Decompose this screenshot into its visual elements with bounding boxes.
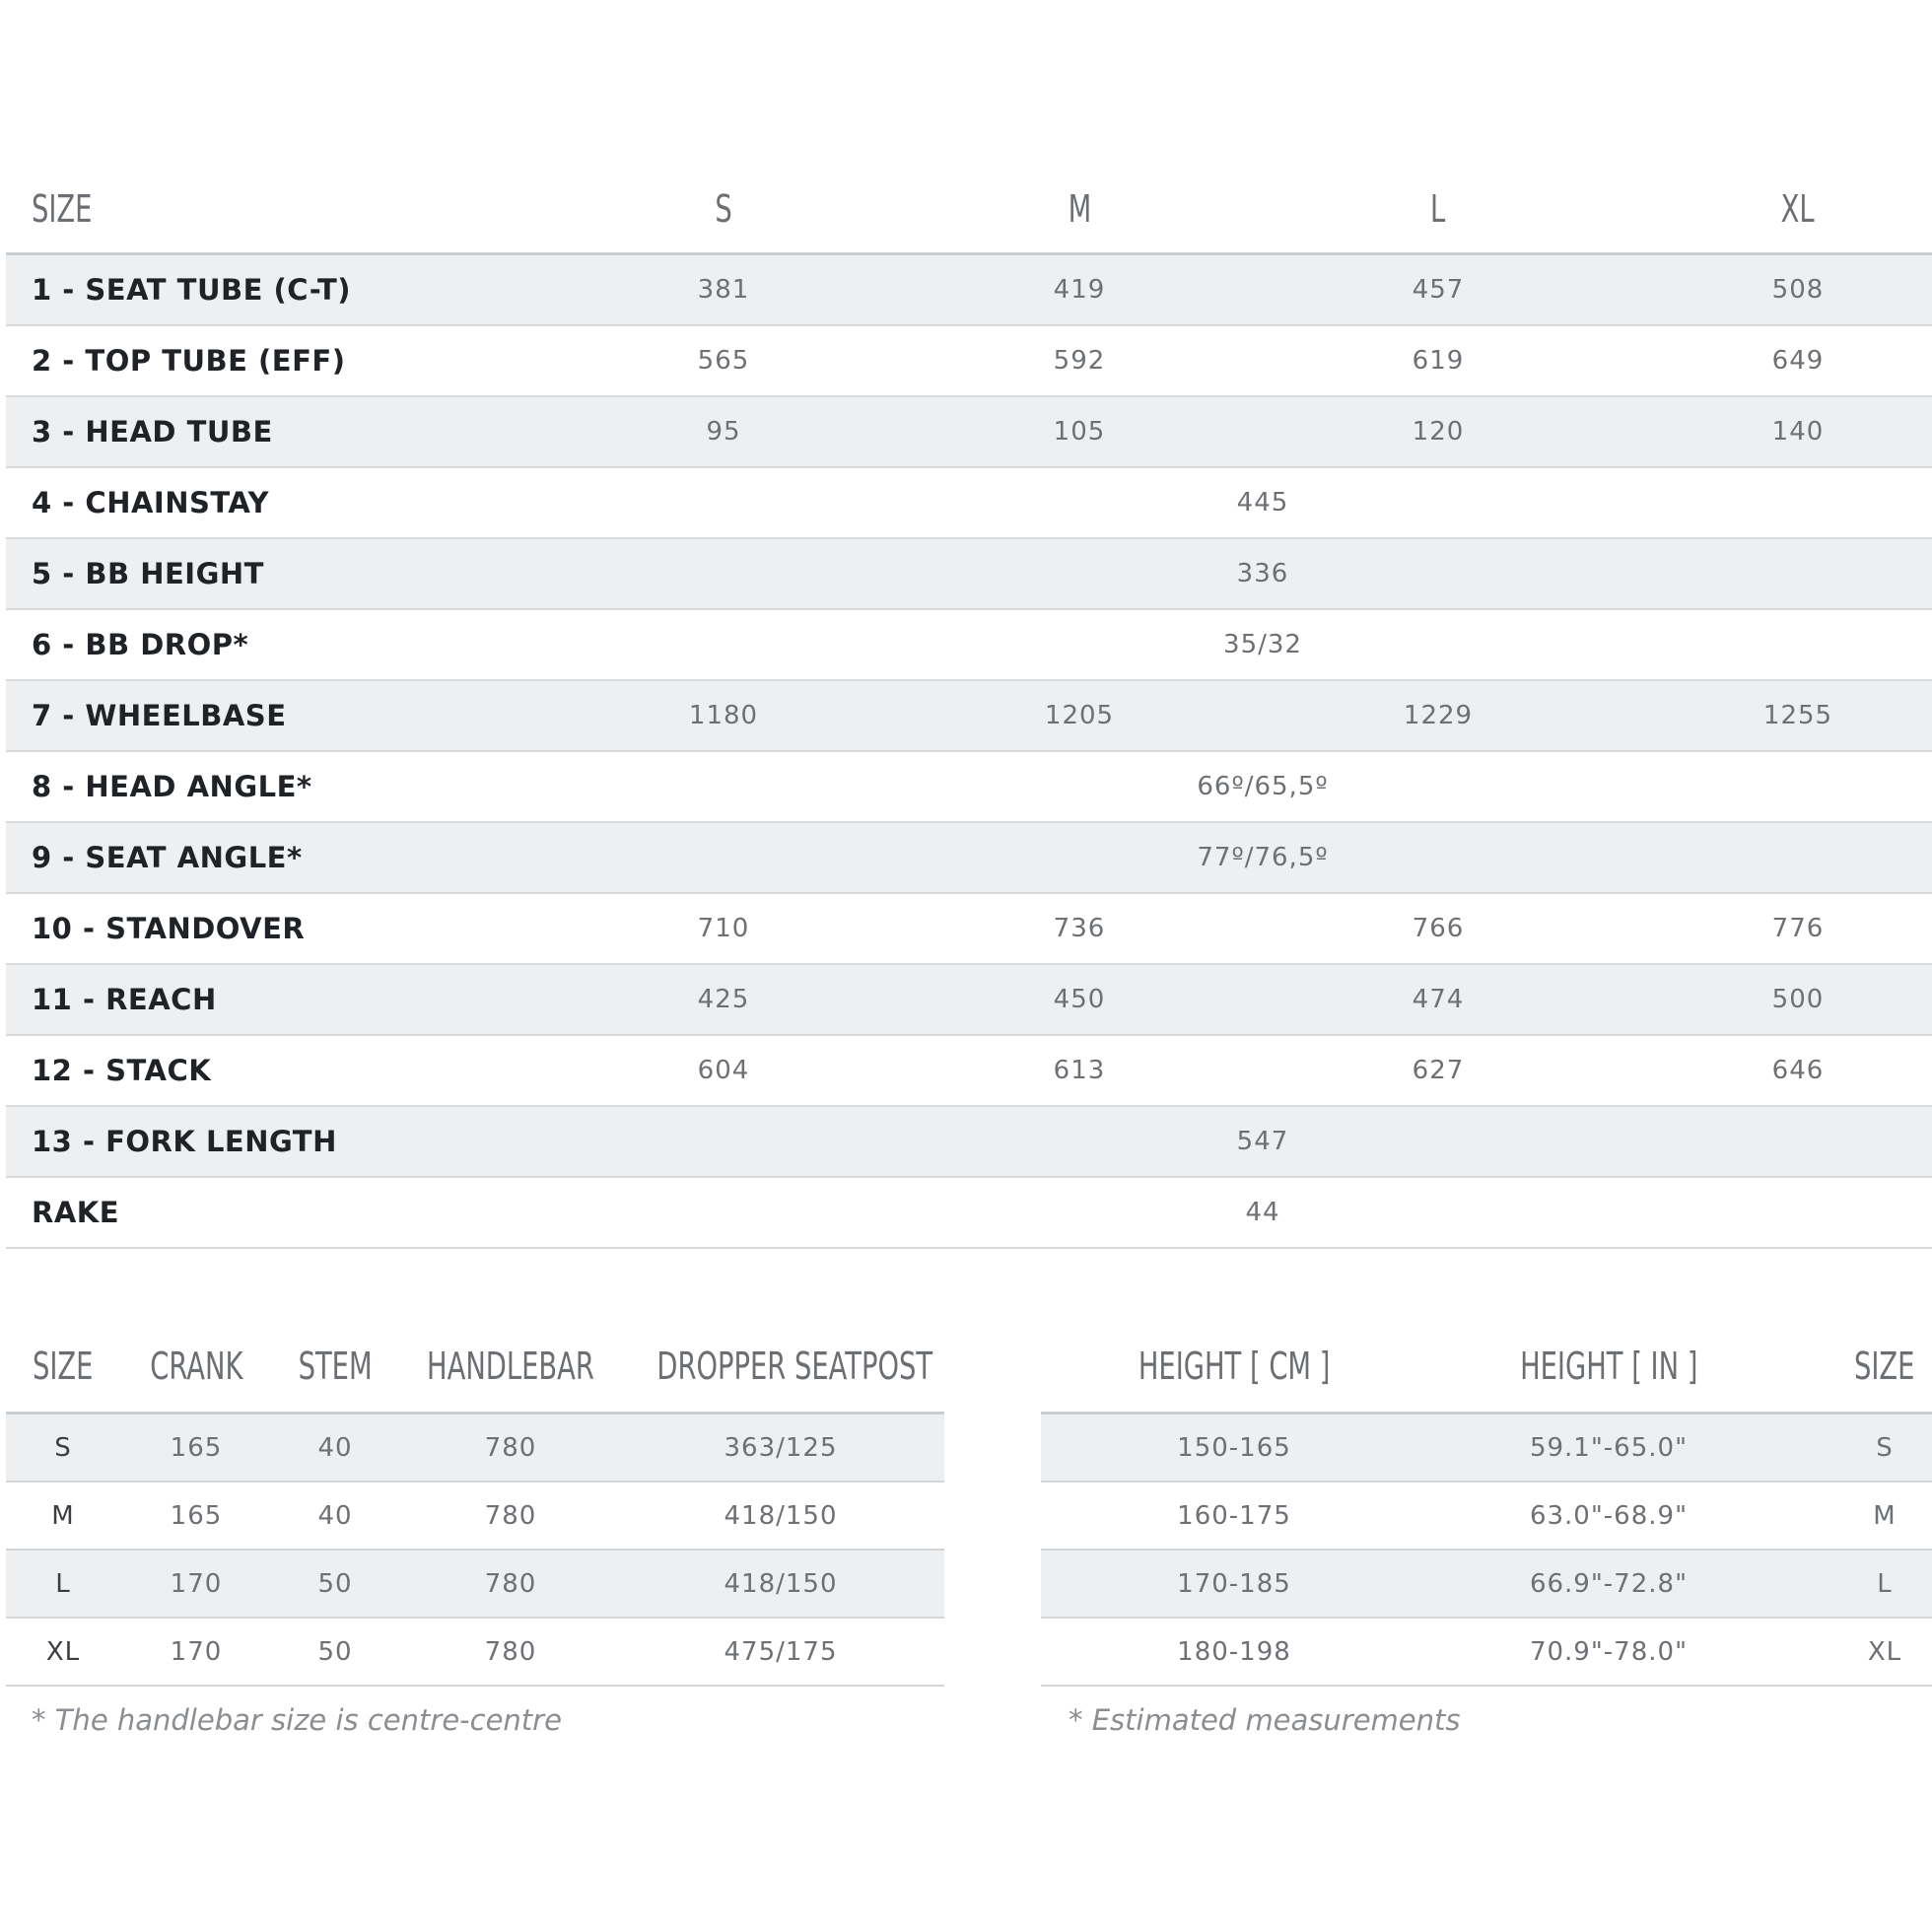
row-label: 8 - HEAD ANGLE*: [32, 770, 312, 803]
components-cell: 780: [484, 1637, 537, 1667]
fit-cell: M: [1873, 1501, 1897, 1531]
geometry-row: [6, 326, 1932, 397]
components-cell: 50: [317, 1637, 353, 1667]
row-value-all-sizes: 336: [1236, 559, 1289, 588]
comp-header-handlebar: HANDLEBAR: [427, 1345, 594, 1388]
fit-cell: 160-175: [1177, 1501, 1291, 1531]
components-cell: 170: [170, 1569, 223, 1599]
row-value: 604: [697, 1056, 750, 1085]
components-cell: M: [51, 1501, 75, 1531]
components-cell: 780: [484, 1569, 537, 1599]
row-value: 619: [1412, 346, 1465, 376]
row-value: 627: [1412, 1056, 1465, 1085]
row-value: 592: [1053, 346, 1106, 376]
col-header-s: S: [715, 187, 732, 231]
row-value-all-sizes: 445: [1236, 488, 1289, 518]
fit-header-cm: HEIGHT [ CM ]: [1138, 1345, 1331, 1388]
geometry-row: [6, 752, 1932, 823]
row-value: 474: [1412, 985, 1465, 1014]
row-value: 508: [1771, 275, 1825, 305]
components-cell: XL: [45, 1637, 81, 1667]
row-value: 1205: [1044, 701, 1115, 730]
fit-header-in: HEIGHT [ IN ]: [1519, 1345, 1698, 1388]
row-value: 457: [1412, 275, 1465, 305]
components-cell: 780: [484, 1501, 537, 1531]
row-value: 450: [1053, 985, 1106, 1014]
row-label: 12 - STACK: [32, 1054, 212, 1087]
row-value: 1255: [1762, 701, 1833, 730]
row-value: 766: [1412, 914, 1465, 943]
row-label: 1 - SEAT TUBE (C-T): [32, 273, 352, 307]
components-table: [6, 1341, 944, 1687]
row-value: 1229: [1403, 701, 1474, 730]
row-value: 613: [1053, 1056, 1106, 1085]
fit-cell: 170-185: [1177, 1569, 1291, 1599]
geometry-row: [6, 610, 1932, 681]
row-value: 419: [1053, 275, 1106, 305]
geometry-row: [6, 1036, 1932, 1107]
row-value: 565: [697, 346, 750, 376]
components-row: [6, 1483, 944, 1551]
fit-cell: 59.1"-65.0": [1529, 1433, 1689, 1463]
col-header-m: M: [1068, 187, 1091, 231]
geometry-row: [6, 255, 1932, 326]
row-value: 140: [1771, 417, 1825, 447]
geometry-row: [6, 1178, 1932, 1249]
components-row: [6, 1414, 944, 1483]
geometry-row: [6, 397, 1932, 468]
components-cell: 418/150: [724, 1569, 838, 1599]
fit-header-size: SIZE: [1854, 1345, 1915, 1388]
comp-header-dropper: DROPPER SEATPOST: [656, 1345, 933, 1388]
fit-row: [1041, 1551, 1932, 1619]
row-value: 120: [1412, 417, 1465, 447]
row-value: 95: [706, 417, 741, 447]
row-label: 13 - FORK LENGTH: [32, 1125, 337, 1158]
geometry-row: [6, 965, 1932, 1036]
comp-header-stem: STEM: [298, 1345, 373, 1388]
components-cell: 165: [170, 1433, 223, 1463]
geometry-row: [6, 894, 1932, 965]
row-value: 500: [1771, 985, 1825, 1014]
geometry-row: [6, 681, 1932, 752]
row-value: 649: [1771, 346, 1825, 376]
components-cell: 40: [317, 1501, 353, 1531]
comp-header-crank: CRANK: [149, 1345, 243, 1388]
row-label: 7 - WHEELBASE: [32, 699, 287, 732]
geometry-table: [6, 177, 1932, 1249]
components-cell: L: [55, 1569, 71, 1599]
fit-cell: 70.9"-78.0": [1529, 1637, 1689, 1667]
estimate-note: * Estimated measurements: [1069, 1703, 1461, 1737]
components-cell: 50: [317, 1569, 353, 1599]
components-cell: 40: [317, 1433, 353, 1463]
fit-cell: 180-198: [1177, 1637, 1291, 1667]
row-label: 3 - HEAD TUBE: [32, 415, 273, 448]
row-label: 11 - REACH: [32, 983, 217, 1016]
row-value: 381: [697, 275, 750, 305]
components-cell: 780: [484, 1433, 537, 1463]
fit-cell: S: [1876, 1433, 1894, 1463]
row-label: 4 - CHAINSTAY: [32, 486, 270, 519]
row-value: 736: [1053, 914, 1106, 943]
components-row: [6, 1619, 944, 1687]
row-label: 2 - TOP TUBE (EFF): [32, 344, 346, 378]
comp-header-size: SIZE: [33, 1345, 94, 1388]
row-label: 6 - BB DROP*: [32, 628, 249, 661]
components-cell: 170: [170, 1637, 223, 1667]
row-value: 710: [697, 914, 750, 943]
fit-cell: 66.9"-72.8": [1529, 1569, 1689, 1599]
fit-row: [1041, 1619, 1932, 1687]
row-value-all-sizes: 35/32: [1223, 630, 1302, 659]
fit-row: [1041, 1414, 1932, 1483]
row-label: 10 - STANDOVER: [32, 912, 306, 945]
components-cell: 475/175: [724, 1637, 838, 1667]
size-header: SIZE: [32, 187, 93, 231]
row-value: 1180: [688, 701, 759, 730]
handlebar-note: * The handlebar size is centre-centre: [32, 1703, 562, 1737]
row-value-all-sizes: 66º/65,5º: [1197, 772, 1329, 801]
components-header: [6, 1341, 944, 1414]
row-label: RAKE: [32, 1196, 120, 1229]
components-cell: 165: [170, 1501, 223, 1531]
row-value-all-sizes: 77º/76,5º: [1197, 843, 1329, 872]
row-value: 105: [1053, 417, 1106, 447]
row-value: 776: [1771, 914, 1825, 943]
components-cell: 363/125: [724, 1433, 838, 1463]
components-row: [6, 1551, 944, 1619]
row-label: 5 - BB HEIGHT: [32, 557, 264, 590]
fit-row: [1041, 1483, 1932, 1551]
fit-cell: 150-165: [1177, 1433, 1291, 1463]
fit-header: [1041, 1341, 1932, 1414]
geometry-row: [6, 1107, 1932, 1178]
fit-cell: L: [1877, 1569, 1893, 1599]
row-label: 9 - SEAT ANGLE*: [32, 841, 303, 874]
geometry-row: [6, 823, 1932, 894]
geometry-row: [6, 539, 1932, 610]
row-value: 646: [1771, 1056, 1825, 1085]
row-value-all-sizes: 44: [1245, 1198, 1280, 1227]
components-cell: S: [54, 1433, 72, 1463]
col-header-xl: XL: [1780, 187, 1815, 231]
row-value: 425: [697, 985, 750, 1014]
components-cell: 418/150: [724, 1501, 838, 1531]
fit-cell: 63.0"-68.9": [1529, 1501, 1689, 1531]
col-header-l: L: [1430, 187, 1446, 231]
row-value-all-sizes: 547: [1236, 1127, 1289, 1156]
geometry-header: [6, 177, 1932, 255]
fit-table: [1041, 1341, 1932, 1687]
geometry-row: [6, 468, 1932, 539]
fit-cell: XL: [1867, 1637, 1902, 1667]
